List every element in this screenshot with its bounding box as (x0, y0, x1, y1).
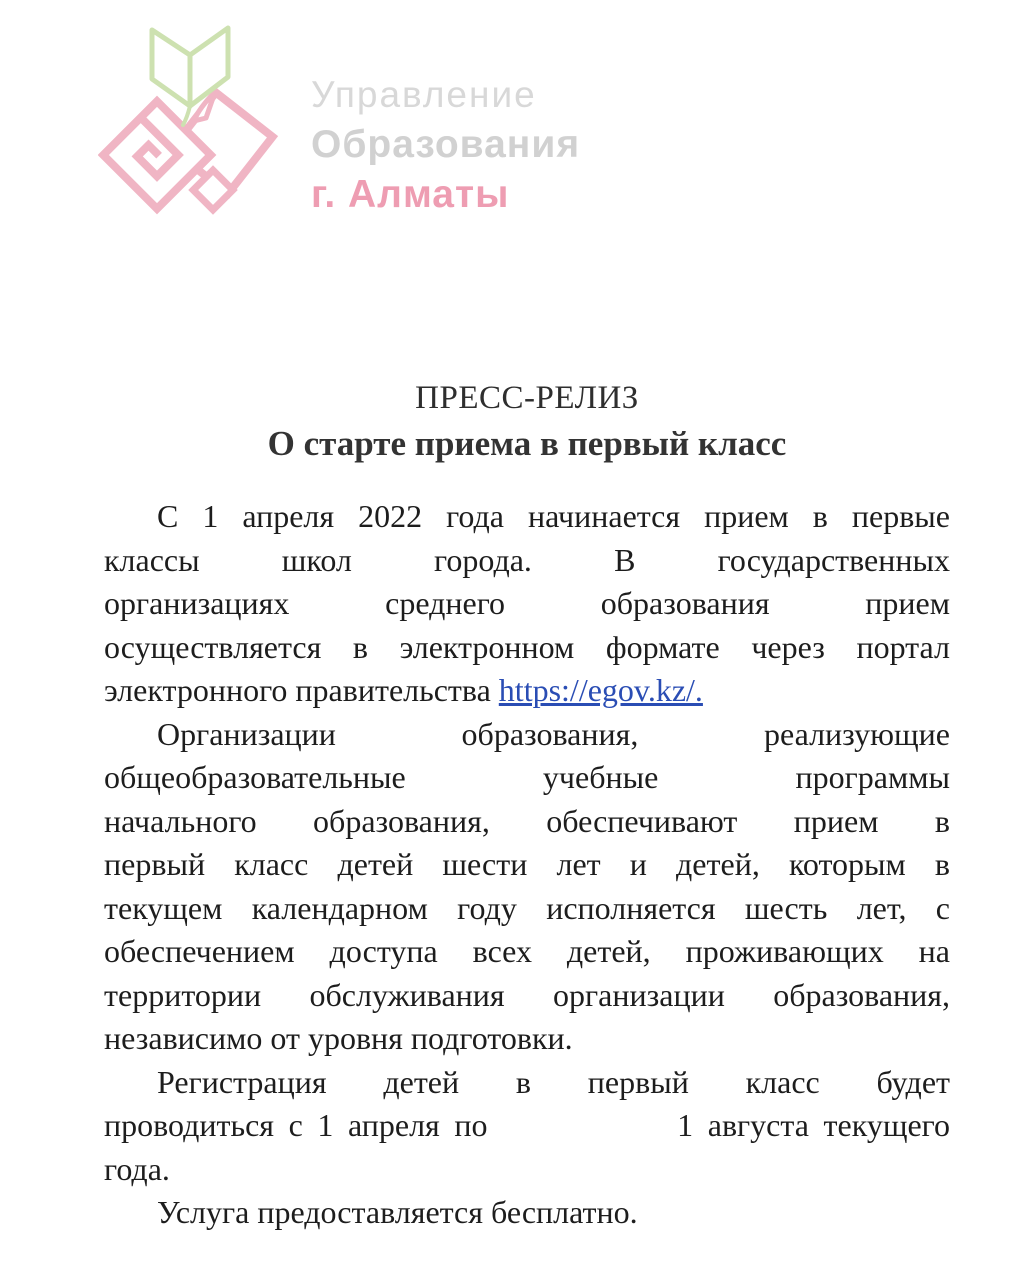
text-line-p3-1: Регистрация детей в первый класс будет (157, 1063, 950, 1100)
text-line-p2-1: Организации образования, реализующие (157, 715, 950, 752)
logo-line-education: Образования (311, 123, 581, 166)
press-release-subtitle: О старте приема в первый класс (267, 424, 787, 463)
text-line-p1-1: С 1 апреля 2022 года начинается прием в первые (157, 498, 950, 534)
text-line-p2-6: обеспечением доступа всех детей, проживающих на (104, 933, 950, 969)
text-line-p1-2: классы школ города. В государственных (104, 541, 950, 578)
text-line-p2-5: текущем календарном году исполняется шесть лет, с (104, 889, 950, 926)
text-before-link: электронного правительства (104, 672, 499, 708)
text-line-p1-3: организациях среднего образования прием (104, 585, 950, 621)
document-body (104, 495, 950, 1235)
text-line-p1-4: осуществляется в электронном формате через портал (104, 628, 950, 665)
logo-line-department: Управление (311, 74, 537, 115)
text-line-p2-7: территории обслуживания организации образования, (104, 976, 950, 1013)
text-line-p2-8: независимо от уровня подготовки. (104, 1020, 573, 1056)
logo-text (311, 70, 580, 220)
egov-link[interactable]: https://egov.kz/. (498, 672, 703, 708)
text-line-p3-2: проводиться с 1 апреля по 1 августа текущего (104, 1107, 950, 1143)
text-line-p2-4: первый класс детей шести лет и детей, которым в (104, 846, 950, 882)
text-line-p4-1: Услуга предоставляется бесплатно. (157, 1194, 638, 1230)
text-line-p2-3: начального образования, обеспечивают прием в (104, 802, 950, 839)
text-line-p2-2: общеобразовательные учебные программы (104, 759, 950, 795)
logo-mark (98, 18, 298, 230)
document-heading (104, 376, 950, 467)
text-line-p3-3: года. (104, 1150, 170, 1187)
text-line-p1-5 (104, 669, 950, 713)
logo-line-city: г. Алматы (311, 173, 510, 216)
press-release-title: ПРЕСС-РЕЛИЗ (415, 380, 639, 416)
